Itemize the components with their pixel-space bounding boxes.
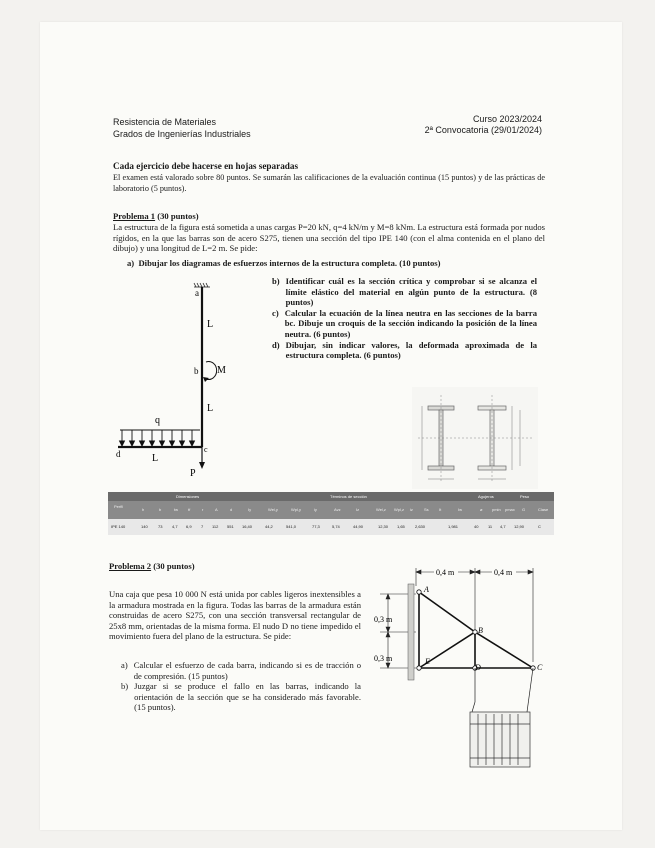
length-label-upper: L: [207, 319, 214, 330]
question-label: b): [121, 681, 129, 692]
question-text: Identificar cuál es la sección crítica y comprobar si se alcanza el límite elástico del material en algún punto de la estructura. (8 puntos): [285, 276, 537, 308]
problem1-heading: [113, 211, 199, 222]
question-text: Dibujar, sin indicar valores, la deformada aproximada de la estructura completa. (6 puntos): [285, 339, 537, 361]
course-name: Resistencia de Materiales: [113, 117, 217, 127]
load-q-label: q: [155, 415, 160, 426]
dim-v2-label: 0,3 m: [374, 654, 393, 663]
ipe-section-sketch: [412, 387, 538, 489]
col-header: b: [159, 507, 162, 512]
col-header: Clase: [538, 507, 549, 512]
length-label-horizontal: L: [152, 453, 159, 464]
problem2-points: (30 puntos): [153, 561, 195, 571]
problem2-title: Problema 2: [109, 561, 152, 571]
exam-session: 2ª Convocatoria (29/01/2024): [424, 125, 542, 135]
problem2-question-b: [109, 681, 361, 713]
cell: 40: [474, 524, 479, 529]
cell: 12,30: [378, 524, 389, 529]
cell: 12,90: [514, 524, 525, 529]
dim-h1-label: 0,4 m: [436, 568, 455, 577]
cell: IPE 140: [111, 524, 126, 529]
problem1-structure-figure: [110, 280, 245, 480]
group-header-holes: Agujeros: [478, 494, 494, 499]
hanging-box: [470, 712, 530, 767]
problem1-statement: La estructura de la figura está sometida a unas cargas P=20 kN, q=4 kN/m y M=8 kNm. La estructura está formada por nudos rígidos, en la que las barras son de acero S275, tienen una sección del tipo IPE 140 (con el alma contenida en el plano del dibujo) y una longitud de L=2 m. Se pide:: [113, 222, 546, 254]
question-text: Juzgar si se produce el fallo en las barras, indicando la orientación de la sección que se ha considerado más favorable. (15 puntos).: [134, 681, 361, 713]
question-label: a): [127, 258, 135, 268]
cell: 140: [141, 524, 148, 529]
col-header: Wpl,y: [291, 507, 301, 512]
col-header: Iy: [248, 507, 252, 512]
cell: 4,7: [500, 524, 506, 529]
question-text: Calcular el esfuerzo de cada barra, indicando si es de tracción o de compresión. (15 puntos): [133, 660, 361, 681]
cell: C: [538, 524, 541, 529]
col-header: iz: [410, 507, 413, 512]
cell: 7: [201, 524, 204, 529]
problem2-heading: [109, 561, 195, 572]
profile-header: Perfil: [114, 504, 124, 509]
cell: 112: [212, 524, 219, 529]
cell: 16,40: [242, 524, 253, 529]
cables: [472, 668, 533, 712]
col-header: d: [230, 507, 233, 512]
node-d-label: d: [116, 449, 121, 459]
question-label: a): [121, 660, 128, 670]
col-header: r: [202, 507, 204, 512]
group-header-weight: Peso: [520, 494, 530, 499]
problem1-points: (30 puntos): [157, 211, 199, 221]
node-b-label: b: [194, 366, 199, 376]
col-header: pmin: [492, 507, 501, 512]
question-label: c): [272, 307, 279, 318]
dim-h2-label: 0,4 m: [494, 568, 513, 577]
col-header: ø: [480, 507, 483, 512]
question-label: d): [272, 339, 280, 350]
problem2-question-a: [109, 660, 361, 681]
node-C-label: C: [537, 663, 543, 672]
col-header: iy: [314, 507, 317, 512]
node-D-label: D: [475, 663, 481, 672]
cell: 1,65: [397, 524, 405, 529]
cell: 551: [227, 524, 234, 529]
node-A-label: A: [424, 585, 429, 594]
question-text: Calcular la ecuación de la línea neutra en las secciones de la barra bc. Dibuje un croquis de la sección indicando la posición de la línea neutra. (6 puntos): [284, 307, 537, 339]
cell: 73: [158, 524, 163, 529]
problem1-question-d: [272, 340, 537, 361]
col-header: tf: [188, 507, 191, 512]
col-header: Wpl,z: [394, 507, 404, 512]
problem1-question-a: [127, 258, 547, 269]
problem1-title: Problema 1: [113, 211, 156, 221]
question-text: Dibujar los diagramas de esfuerzos internos de la estructura completa. (10 puntos): [138, 258, 441, 268]
fixed-support-a: [194, 283, 210, 287]
instructions-title: Cada ejercicio debe hacerse en hojas separadas: [113, 161, 299, 171]
ipe-properties-table: [108, 492, 554, 540]
course-year: Curso 2023/2024: [472, 114, 542, 124]
problem1-question-c: [272, 308, 537, 340]
col-header: Wel,z: [376, 507, 386, 512]
cell: 5,74: [332, 524, 340, 529]
col-header: Ss: [424, 507, 429, 512]
cell: 541,0: [286, 524, 297, 529]
instructions-text: El examen está valorado sobre 80 puntos. Se sumarán las calificaciones de la evaluación continua (15 puntos) y de las prácticas de laboratorio (5 puntos).: [113, 173, 545, 193]
cell: 6,9: [186, 524, 192, 529]
length-label-lower: L: [207, 403, 214, 414]
node-B-label: B: [478, 626, 483, 635]
col-header: A: [215, 507, 218, 512]
col-header: Wel,y: [268, 507, 278, 512]
node-c-label: c: [204, 445, 208, 454]
cell: 2,630: [415, 524, 426, 529]
group-header-dimensions: Dimensiones: [176, 494, 200, 499]
group-header-section: Términos de sección: [330, 494, 367, 499]
question-label: b): [272, 276, 280, 286]
col-header: tw: [174, 507, 178, 512]
col-header: Avz: [334, 507, 341, 512]
col-header: It: [439, 507, 442, 512]
moment-M-arrow: [206, 362, 217, 380]
cell: 44,90: [353, 524, 364, 529]
cell: 44,2: [265, 524, 273, 529]
col-header: pmax: [505, 507, 515, 512]
node-E-label: E: [425, 657, 430, 666]
col-header: G: [522, 507, 526, 512]
problem2-questions: [109, 660, 361, 713]
cell: 1,981: [448, 524, 459, 529]
node-a-label: a: [195, 288, 199, 298]
dim-v1-label: 0,3 m: [374, 615, 393, 624]
cell: 11: [488, 524, 493, 529]
col-header: h: [142, 507, 145, 512]
degree-name: Grados de Ingenierías Industriales: [113, 129, 251, 139]
support-wall: [408, 584, 414, 680]
col-header: Iz: [356, 507, 360, 512]
problem2-statement: Una caja que pesa 10 000 N está unida por cables ligeros inextensibles a la armadura mostrada en la figura. Todas las barras de la armadura están construidas de acero S275, con una sección transversal rectangular de 25x8 mm, orientadas de la misma forma. El nudo D no tiene impedido el movimiento fuera del plano de la estructura. Se pide:: [109, 589, 361, 642]
col-header: Iw: [458, 507, 462, 512]
problem1-question-b: [272, 276, 537, 308]
cell: 4,7: [172, 524, 178, 529]
force-P-label: P: [190, 468, 196, 479]
moment-M-label: M: [217, 365, 226, 376]
cell: 77,3: [312, 524, 320, 529]
problem2-truss-figure: [372, 562, 552, 780]
problem1-questions-right: [272, 276, 537, 361]
distributed-load-q: [120, 430, 201, 446]
